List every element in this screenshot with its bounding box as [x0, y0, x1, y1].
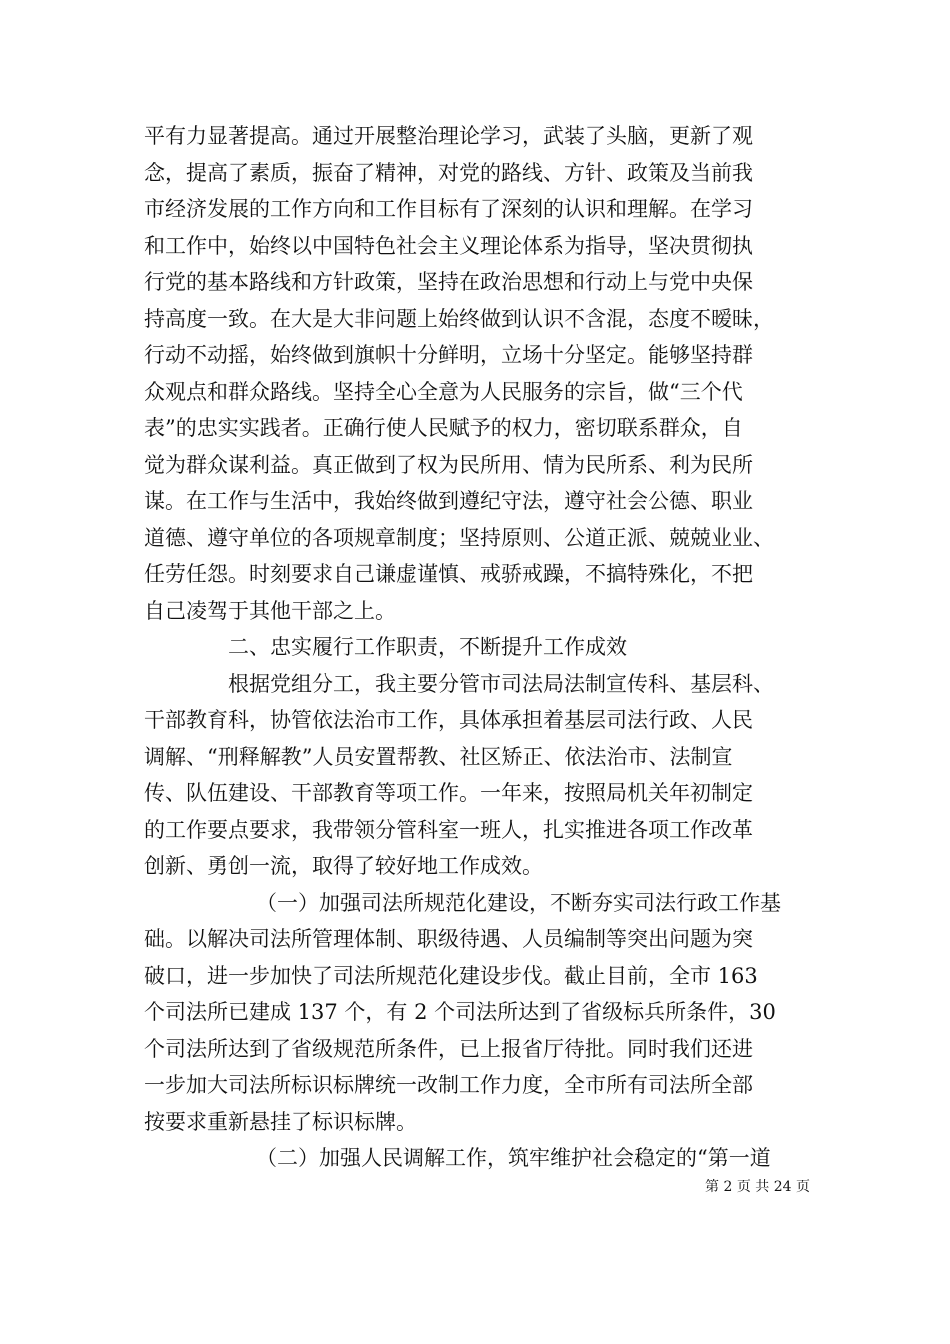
- text-line: 行动不动摇，始终做到旗帜十分鲜明，立场十分坚定。能够坚持群: [144, 343, 753, 367]
- text-line: 市经济发展的工作方向和工作目标有了深刻的认识和理解。在学习: [144, 197, 753, 221]
- text-line: 调解、“刑释解教”人员安置帮教、社区矫正、依法治市、法制宣: [144, 744, 733, 769]
- text-line: 自己凌驾于其他干部之上。: [144, 598, 396, 623]
- text-line: 道德、遵守单位的各项规章制度；坚持原则、公道正派、兢兢业业、: [144, 525, 774, 550]
- text-line: 任劳任怨。时刻要求自己谦虚谨慎、戒骄戒躁，不搞特殊化，不把: [144, 562, 753, 586]
- text-line: 个司法所达到了省级规范所条件，已上报省厅待批。同时我们还进: [144, 1036, 753, 1061]
- text-line: 念，提高了素质，振奋了精神，对党的路线、方针、政策及当前我: [144, 160, 753, 185]
- text-line: 一步加大司法所标识标牌统一改制工作力度，全市所有司法所全部: [144, 1073, 753, 1097]
- text-line: 破口，进一步加快了司法所规范化建设步伐。截止目前，全市 163: [144, 963, 758, 988]
- text-line: 个司法所已建成 137 个，有 2 个司法所达到了省级标兵所条件，30: [144, 1000, 776, 1024]
- text-line: 平有力显著提高。通过开展整治理论学习，武装了头脑，更新了观: [144, 124, 753, 148]
- text-line: 行党的基本路线和方针政策，坚持在政治思想和行动上与党中央保: [144, 270, 753, 294]
- section-heading: 二、忠实履行工作职责，不断提升工作成效: [228, 635, 627, 659]
- text-line: 传、队伍建设、干部教育等项工作。一年来，按照局机关年初制定: [144, 781, 753, 805]
- text-line: 众观点和群众路线。坚持全心全意为人民服务的宗旨，做“三个代: [144, 379, 743, 404]
- text-line: 谋。在工作与生活中，我始终做到遵纪守法，遵守社会公德、职业: [144, 489, 753, 513]
- paragraph-start-line: 根据党组分工，我主要分管市司法局法制宣传科、基层科、: [228, 671, 774, 696]
- text-line: 础。以解决司法所管理体制、职级待遇、人员编制等突出问题为突: [144, 927, 753, 951]
- text-line: 持高度一致。在大是大非问题上始终做到认识不含混，态度不暧昧，: [144, 306, 774, 331]
- text-line: 表”的忠实实践者。正确行使人民赋予的权力，密切联系群众，自: [144, 416, 743, 440]
- text-line: 的工作要点要求，我带领分管科室一班人，扎实推进各项工作改革: [144, 817, 753, 842]
- text-line: 按要求重新悬挂了标识标牌。: [144, 1109, 417, 1134]
- text-line: 觉为群众谋利益。真正做到了权为民所用、情为民所系、利为民所: [144, 452, 753, 477]
- subsection-heading-line: （二）加强人民调解工作，筑牢维护社会稳定的“第一道: [256, 1146, 771, 1170]
- text-line: 干部教育科，协管依法治市工作，具体承担着基层司法行政、人民: [144, 708, 753, 732]
- text-line: 创新、勇创一流，取得了较好地工作成效。: [144, 854, 543, 878]
- page-number: 第 2 页 共 24 页: [705, 1179, 810, 1195]
- subsection-heading-line: （一）加强司法所规范化建设，不断夯实司法行政工作基: [256, 890, 781, 915]
- text-line: 和工作中，始终以中国特色社会主义理论体系为指导，坚决贯彻执: [144, 233, 753, 258]
- body-text: [144, 118, 808, 1177]
